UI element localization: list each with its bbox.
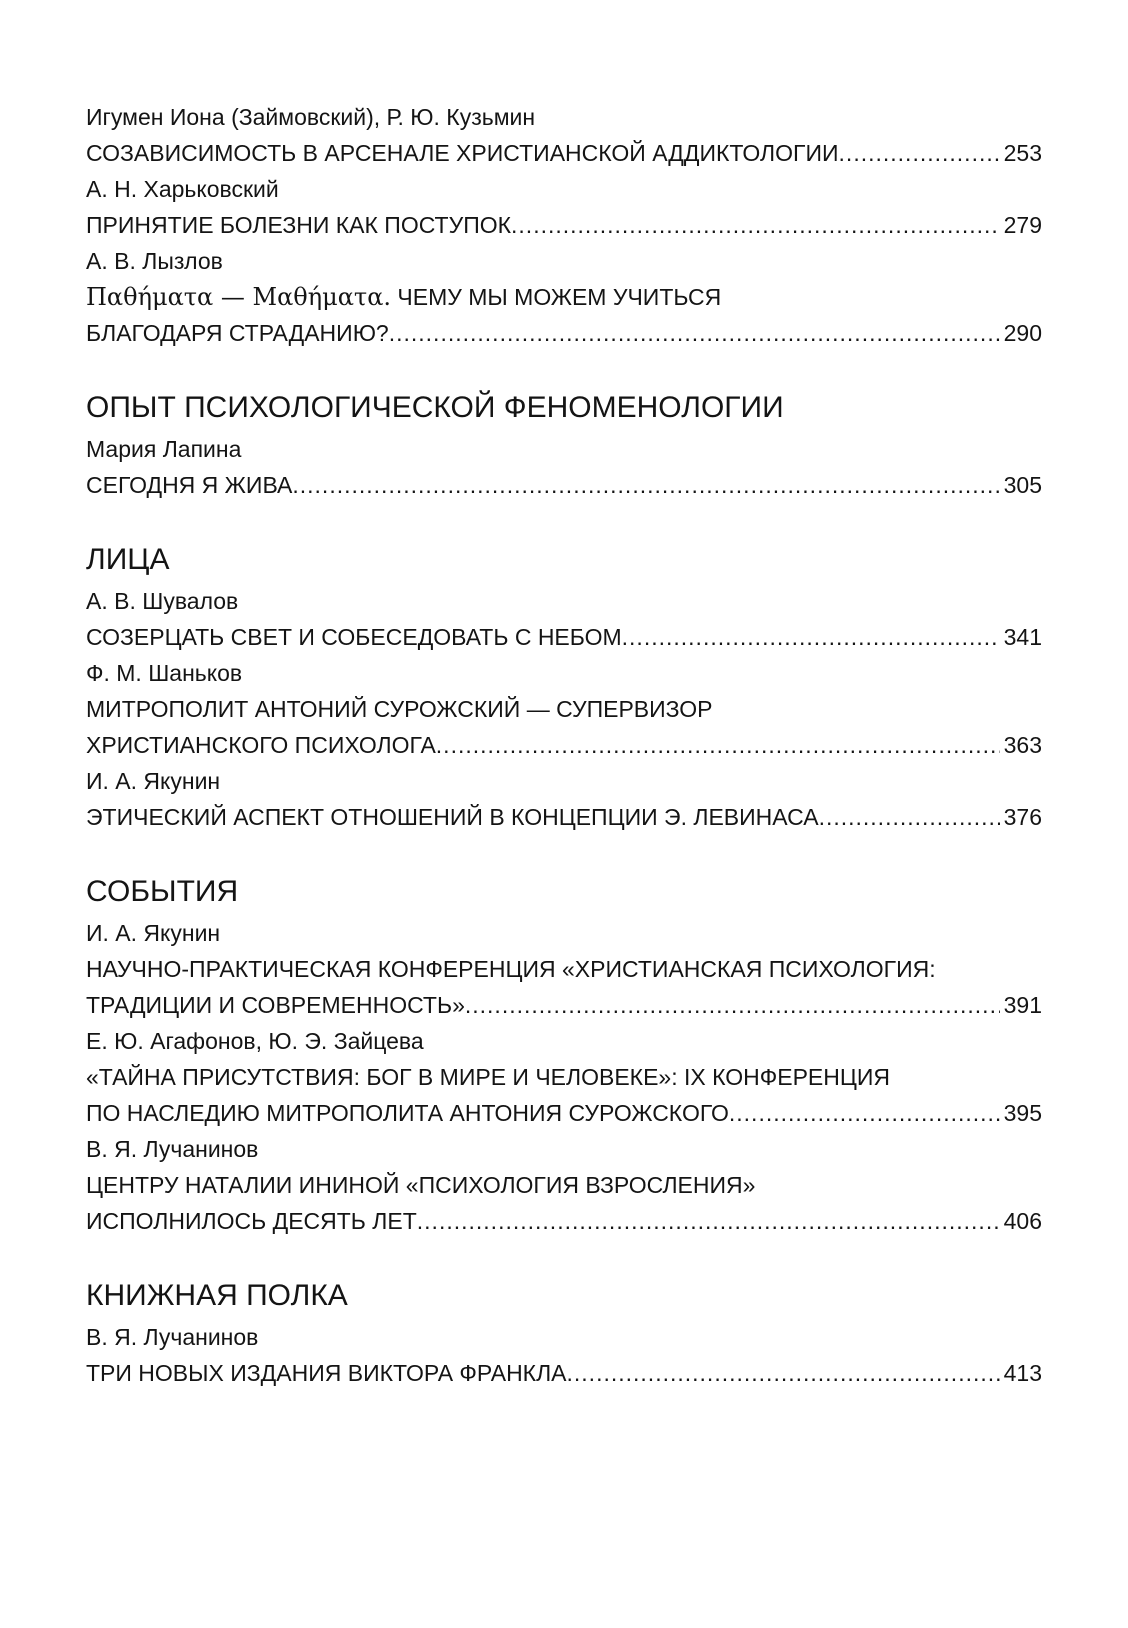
- dot-leader: [465, 990, 1000, 1020]
- entry-title-line: [86, 1170, 1042, 1200]
- toc-entry[interactable]: [86, 918, 1042, 1020]
- toc-entry[interactable]: [86, 658, 1042, 760]
- entry-author: А. В. Шувалов: [86, 588, 239, 614]
- entry-title-text: СОЗАВИСИМОСТЬ В АРСЕНАЛЕ ХРИСТИАНСКОЙ АДДИКТОЛОГИИ: [86, 140, 839, 166]
- dot-leader: [511, 210, 1000, 240]
- entry-title-text: ПО НАСЛЕДИЮ МИТРОПОЛИТА АНТОНИЯ СУРОЖСКОГО: [86, 1100, 729, 1126]
- toc-section: [86, 542, 1042, 832]
- page-number: 305: [1003, 472, 1042, 498]
- page-number: 290: [1003, 320, 1042, 346]
- entry-title-text: ЦЕНТРУ НАТАЛИИ ИНИНОЙ «ПСИХОЛОГИЯ ВЗРОСЛЕНИЯ»: [86, 1172, 756, 1198]
- entry-title-line: [86, 138, 1042, 168]
- entry-title-line: [86, 730, 1042, 760]
- dot-leader: [389, 318, 1000, 348]
- entry-title-line: [86, 954, 1042, 984]
- page-number: 253: [1003, 140, 1042, 166]
- toc-section: [86, 874, 1042, 1236]
- entry-title-line: [86, 694, 1042, 724]
- dot-leader: [436, 730, 1000, 760]
- entry-author: И. А. Якунин: [86, 920, 221, 946]
- toc-entry[interactable]: [86, 1026, 1042, 1128]
- dot-leader: [417, 1206, 1000, 1236]
- section-title: КНИЖНАЯ ПОЛКА: [86, 1279, 348, 1312]
- entry-title-text: НАУЧНО-ПРАКТИЧЕСКАЯ КОНФЕРЕНЦИЯ «ХРИСТИАНСКАЯ ПСИХОЛОГИЯ:: [86, 956, 936, 982]
- toc-entry[interactable]: [86, 174, 1042, 240]
- page-number: 341: [1003, 624, 1042, 650]
- table-of-contents: [86, 96, 1042, 1388]
- entry-author: В. Я. Лучанинов: [86, 1136, 259, 1162]
- page-number: 376: [1003, 804, 1042, 830]
- toc-section: [86, 1278, 1042, 1388]
- toc-entry[interactable]: [86, 766, 1042, 832]
- entry-title-line: [86, 1206, 1042, 1236]
- toc-section: [86, 102, 1042, 348]
- dot-leader: [622, 622, 1000, 652]
- toc-entry[interactable]: [86, 586, 1042, 652]
- entry-title-text: МИТРОПОЛИТ АНТОНИЙ СУРОЖСКИЙ — СУПЕРВИЗОР: [86, 696, 713, 722]
- toc-entry[interactable]: [86, 246, 1042, 348]
- entry-title-line: [86, 470, 1042, 500]
- entry-author: В. Я. Лучанинов: [86, 1324, 259, 1350]
- entry-title-text: СОЗЕРЦАТЬ СВЕТ И СОБЕСЕДОВАТЬ С НЕБОМ: [86, 624, 622, 650]
- toc-section: [86, 390, 1042, 500]
- entry-title-text: ПРИНЯТИЕ БОЛЕЗНИ КАК ПОСТУПОК: [86, 212, 512, 238]
- page-number: 406: [1003, 1208, 1042, 1234]
- entry-title-text: ТРИ НОВЫХ ИЗДАНИЯ ВИКТОРА ФРАНКЛА: [86, 1360, 567, 1386]
- section-title: СОБЫТИЯ: [86, 875, 239, 908]
- dot-leader: [819, 802, 1000, 832]
- entry-title-line: [86, 318, 1042, 348]
- entry-title-line: [86, 282, 1042, 312]
- entry-title-text: ЧЕМУ МЫ МОЖЕМ УЧИТЬСЯ: [391, 284, 722, 310]
- dot-leader: [729, 1098, 1000, 1128]
- entry-author: Мария Лапина: [86, 436, 242, 462]
- toc-entry[interactable]: [86, 1322, 1042, 1388]
- entry-title-line: [86, 1062, 1042, 1092]
- entry-title-line: [86, 1358, 1042, 1388]
- entry-title-text: БЛАГОДАРЯ СТРАДАНИЮ?: [86, 320, 389, 346]
- entry-title-line: [86, 802, 1042, 832]
- page-number: 363: [1003, 732, 1042, 758]
- toc-entry[interactable]: [86, 434, 1042, 500]
- entry-title-text: «ТАЙНА ПРИСУТСТВИЯ: БОГ В МИРЕ И ЧЕЛОВЕКЕ»: IX КОНФЕРЕНЦИЯ: [86, 1064, 891, 1090]
- entry-title-line: [86, 622, 1042, 652]
- entry-author: И. А. Якунин: [86, 768, 221, 794]
- toc-entry[interactable]: [86, 102, 1042, 168]
- page-number: 279: [1003, 212, 1042, 238]
- page-number: 391: [1003, 992, 1042, 1018]
- entry-author: А. Н. Харьковский: [86, 176, 279, 202]
- entry-author: Игумен Иона (Займовский), Р. Ю. Кузьмин: [86, 104, 536, 130]
- entry-author: Ф. М. Шаньков: [86, 660, 243, 686]
- page-number: 413: [1003, 1360, 1042, 1386]
- entry-title-text: ЭТИЧЕСКИЙ АСПЕКТ ОТНОШЕНИЙ В КОНЦЕПЦИИ Э. ЛЕВИНАСА: [86, 804, 819, 830]
- entry-title-text: ХРИСТИАНСКОГО ПСИХОЛОГА: [86, 732, 436, 758]
- entry-author: Е. Ю. Агафонов, Ю. Э. Зайцева: [86, 1028, 424, 1054]
- entry-title-line: [86, 990, 1042, 1020]
- section-title: ОПЫТ ПСИХОЛОГИЧЕСКОЙ ФЕНОМЕНОЛОГИИ: [86, 391, 784, 424]
- entry-title-greek: Παθήματα — Μαθήματα.: [86, 283, 392, 311]
- entry-title-line: [86, 210, 1042, 240]
- dot-leader: [839, 138, 1000, 168]
- section-title: ЛИЦА: [86, 543, 170, 576]
- dot-leader: [292, 470, 999, 500]
- entry-author: А. В. Лызлов: [86, 248, 223, 274]
- entry-title-text: СЕГОДНЯ Я ЖИВА: [86, 472, 293, 498]
- entry-title-line: [86, 1098, 1042, 1128]
- entry-title-text: ТРАДИЦИИ И СОВРЕМЕННОСТЬ»: [86, 992, 465, 1018]
- toc-entry[interactable]: [86, 1134, 1042, 1236]
- page-number: 395: [1003, 1100, 1042, 1126]
- entry-title-text: ИСПОЛНИЛОСЬ ДЕСЯТЬ ЛЕТ: [86, 1208, 417, 1234]
- dot-leader: [567, 1358, 1000, 1388]
